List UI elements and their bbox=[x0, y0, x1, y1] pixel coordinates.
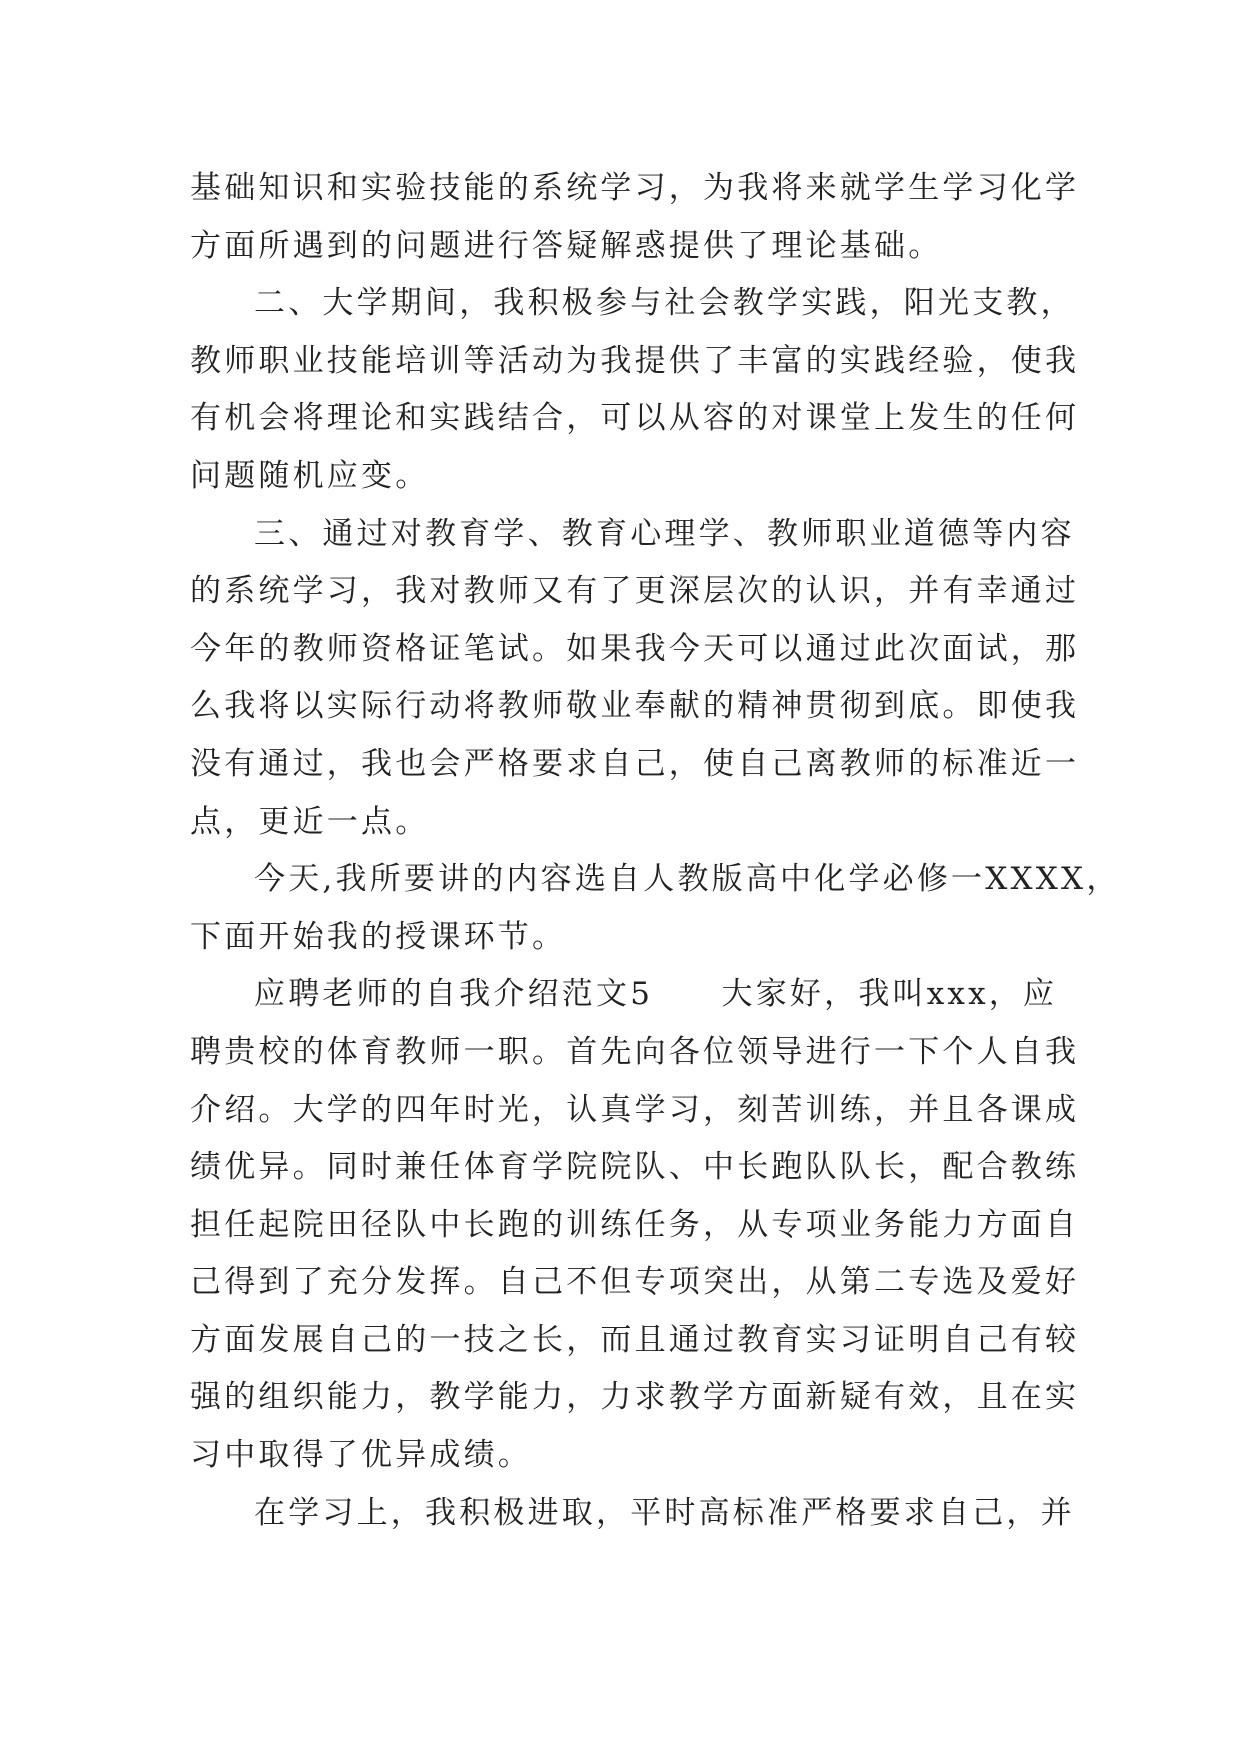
text-line: 么我将以实际行动将教师敬业奉献的精神贯彻到底。即使我 bbox=[190, 688, 1080, 725]
text-line: 的系统学习，我对教师又有了更深层次的认识，并有幸通过 bbox=[190, 573, 1080, 610]
text-line: 担任起院田径队中长跑的训练任务，从专项业务能力方面自 bbox=[190, 1206, 1080, 1243]
text-line: 方面发展自己的一技之长，而且通过教育实习证明自己有较 bbox=[190, 1321, 1080, 1358]
text-line: 方面所遇到的问题进行答疑解惑提供了理论基础。 bbox=[190, 227, 943, 264]
text-line: 介绍。大学的四年时光，认真学习，刻苦训练，并且各课成 bbox=[190, 1091, 1080, 1128]
paragraph-1 bbox=[190, 160, 1080, 275]
text-line: 二、大学期间，我积极参与社会教学实践，阳光支教， bbox=[254, 285, 1075, 322]
text-line: 点，更近一点。 bbox=[190, 803, 430, 840]
text-line: 问题随机应变。 bbox=[190, 457, 430, 494]
text-line: 今天,我所要讲的内容选自人教版高中化学必修一XXXX， bbox=[254, 861, 1121, 898]
text-line: 三、通过对教育学、教育心理学、教师职业道德等内容 bbox=[254, 515, 1075, 552]
text-line: 有机会将理论和实践结合，可以从容的对课堂上发生的任何 bbox=[190, 400, 1080, 437]
text-line: 应聘老师的自我介绍范文5 大家好，我叫xxx，应 bbox=[254, 976, 1058, 1013]
text-line: 绩优异。同时兼任体育学院院队、中长跑队队长，配合教练 bbox=[190, 1149, 1080, 1186]
text-line: 习中取得了优异成绩。 bbox=[190, 1437, 532, 1474]
paragraph-6 bbox=[190, 1485, 1075, 1543]
text-line: 基础知识和实验技能的系统学习，为我将来就学生学习化学 bbox=[190, 170, 1080, 206]
paragraph-2 bbox=[190, 275, 1080, 505]
text-line: 没有通过，我也会严格要求自己，使自己离教师的标准近一 bbox=[190, 745, 1080, 782]
paragraph-5 bbox=[190, 966, 1080, 1484]
text-line: 今年的教师资格证笔试。如果我今天可以通过此次面试，那 bbox=[190, 630, 1080, 667]
text-line: 教师职业技能培训等活动为我提供了丰富的实践经验，使我 bbox=[190, 342, 1080, 379]
document-body bbox=[190, 160, 1121, 1542]
paragraph-3 bbox=[190, 506, 1080, 852]
text-line: 聘贵校的体育教师一职。首先向各位领导进行一下个人自我 bbox=[190, 1033, 1080, 1070]
text-line: 强的组织能力，教学能力，力求教学方面新疑有效，且在实 bbox=[190, 1379, 1080, 1416]
text-line: 下面开始我的授课环节。 bbox=[190, 918, 567, 955]
text-line: 己得到了充分发挥。自己不但专项突出，从第二专选及爱好 bbox=[190, 1264, 1080, 1301]
paragraph-4 bbox=[190, 851, 1121, 966]
text-line: 在学习上，我积极进取，平时高标准严格要求自己，并 bbox=[254, 1494, 1075, 1531]
